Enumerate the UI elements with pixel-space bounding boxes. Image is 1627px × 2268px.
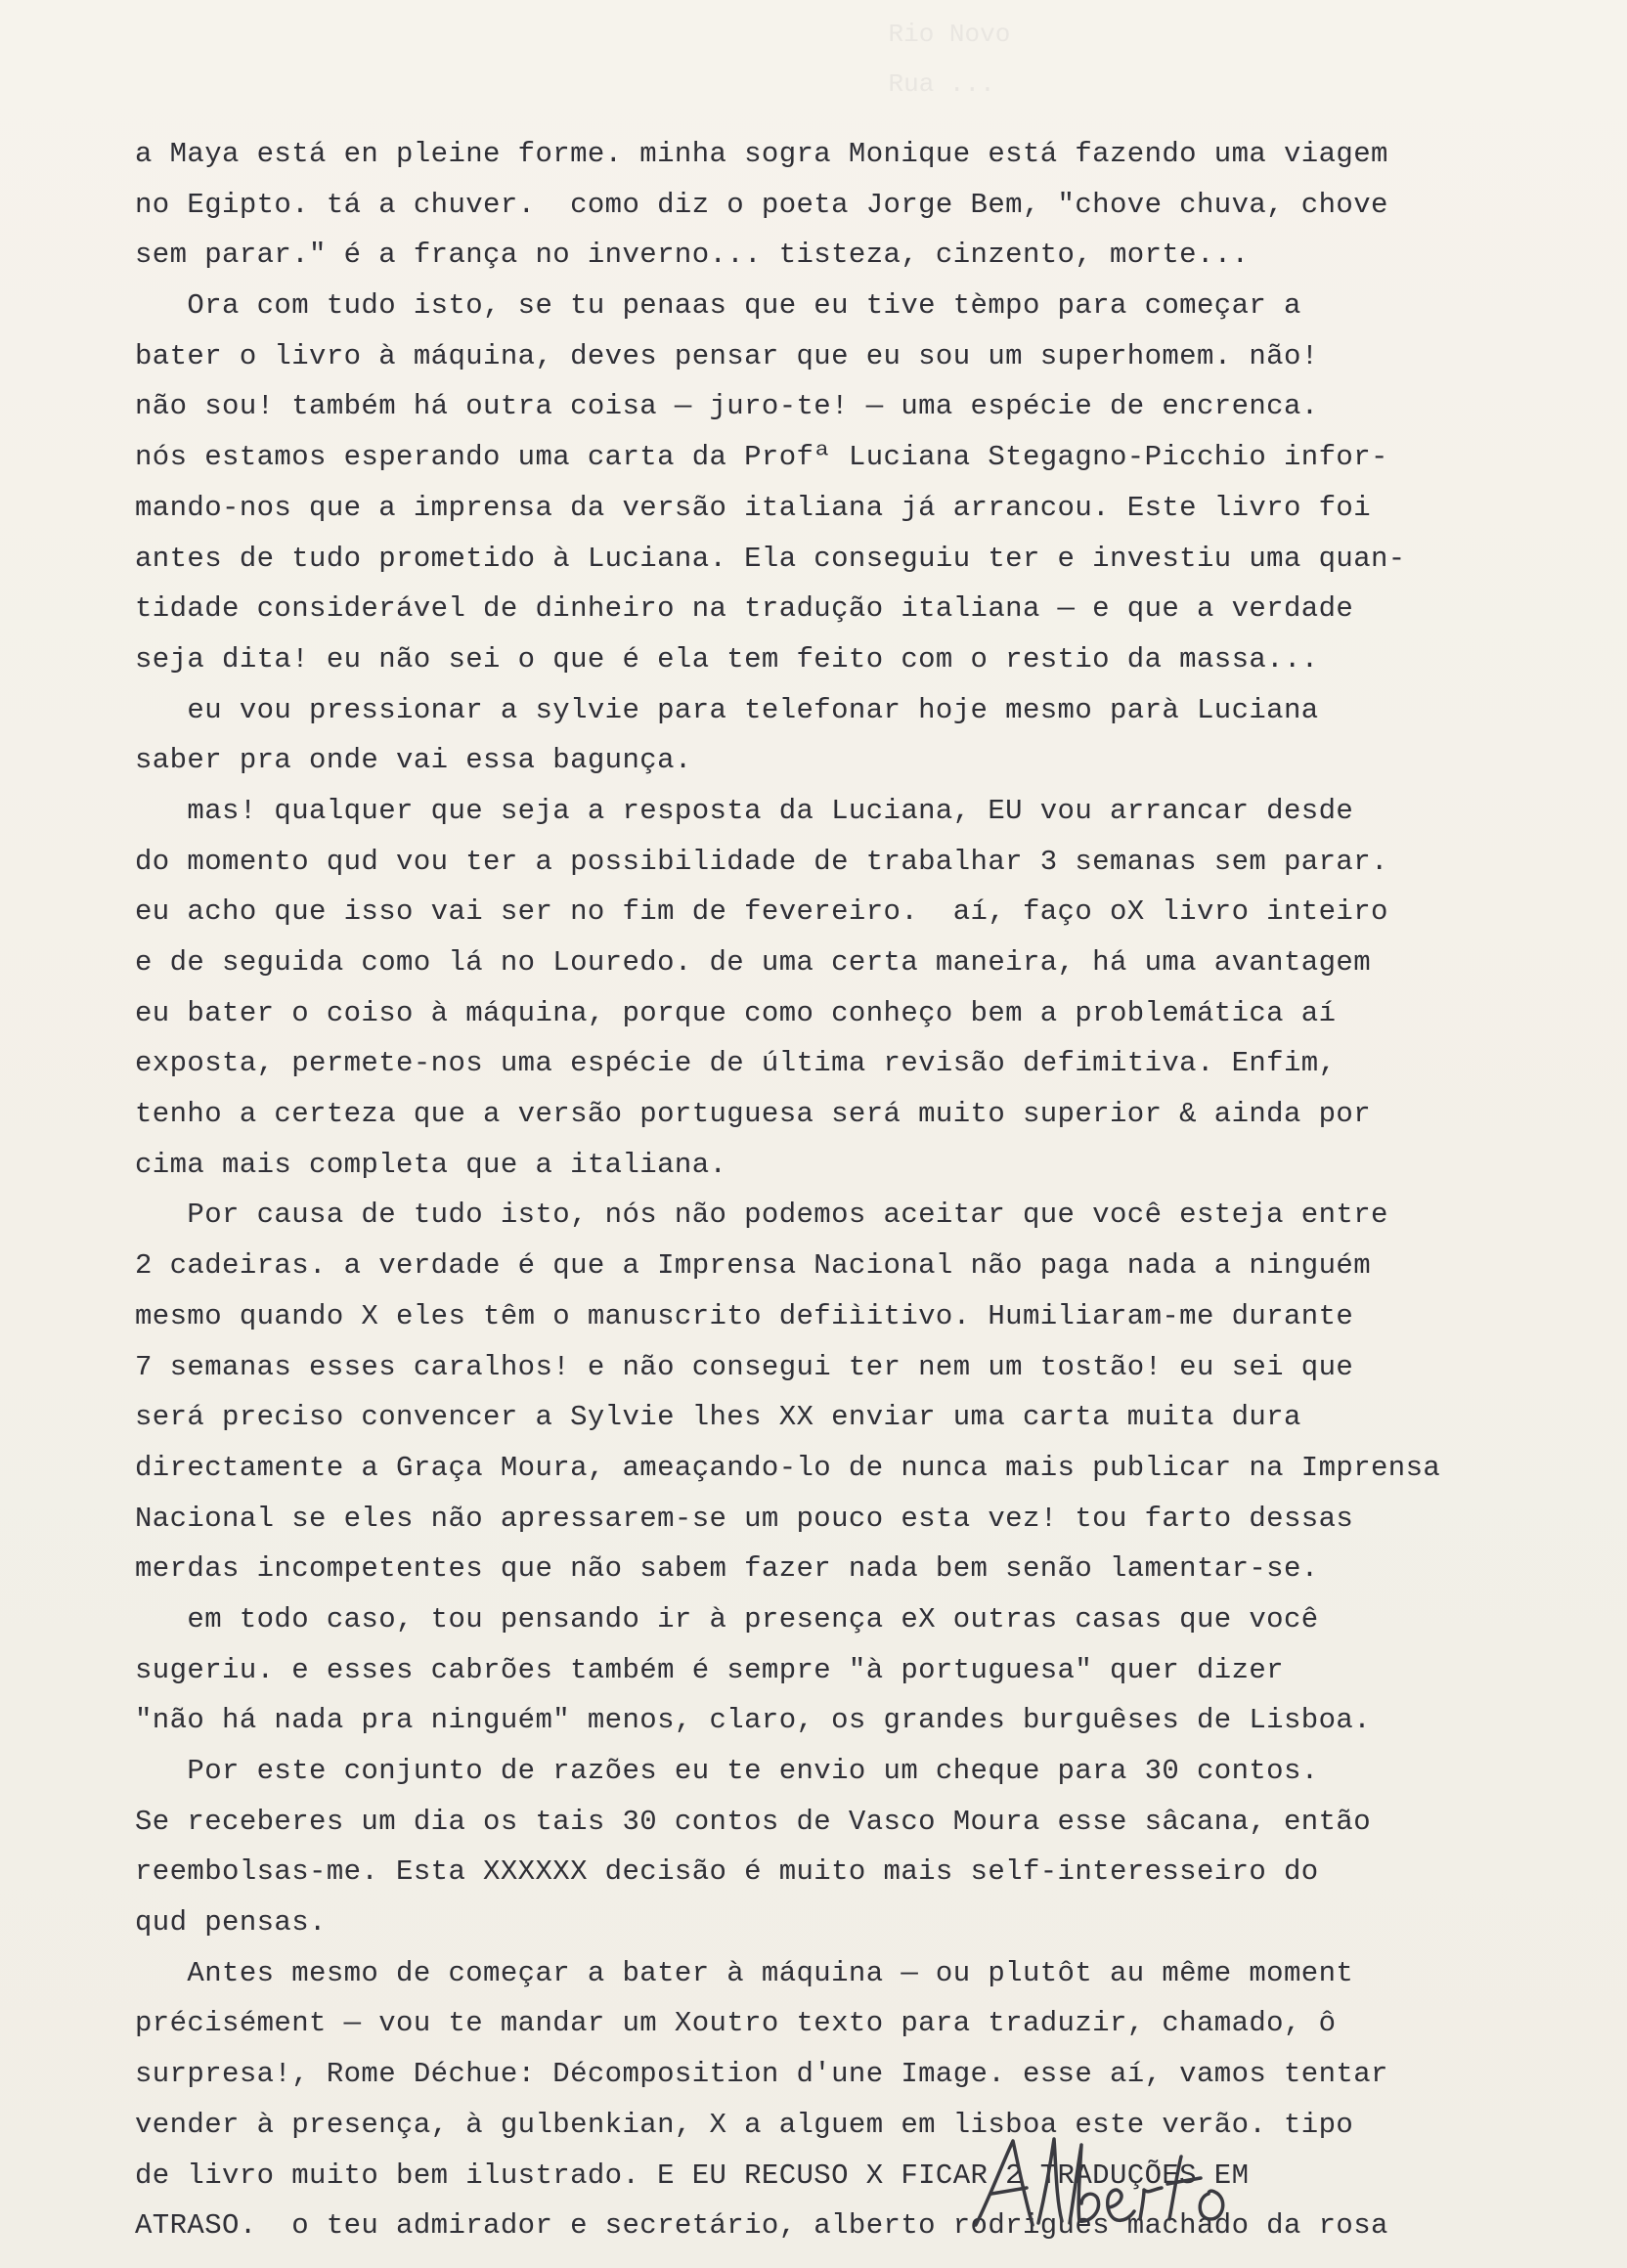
letter-line: merdas incompetentes que não sabem fazer nada bem senão lamentar-se. bbox=[135, 1552, 1319, 1586]
letter-line: directamente a Graça Moura, ameaçando-lo de nunca mais publicar na Imprensa bbox=[135, 1451, 1441, 1484]
letter-line: sugeriu. e esses cabrões também é sempre "à portuguesa" quer dizer bbox=[135, 1653, 1284, 1686]
letter-line: Por este conjunto de razões eu te envio um cheque para 30 contos. bbox=[135, 1755, 1319, 1787]
letter-line: será preciso convencer a Sylvie lhes XX enviar uma carta muita dura bbox=[135, 1401, 1301, 1434]
letter-body bbox=[135, 129, 1602, 2251]
letter-line: seja dita! eu não sei o que é ela tem feito com o restio da massa... bbox=[135, 642, 1319, 676]
letter-line: bater o livro à máquina, deves pensar que eu sou um superhomem. não! bbox=[135, 339, 1319, 372]
letter-line: Se receberes um dia os tais 30 contos de Vasco Moura esse sâcana, então bbox=[135, 1805, 1372, 1838]
letter-line: 2 cadeiras. a verdade é que a Imprensa Nacional não paga nada a ninguém bbox=[135, 1249, 1372, 1283]
letter-line: "não há nada pra ninguém" menos, claro, os grandes burguêses de Lisboa. bbox=[135, 1704, 1372, 1737]
letter-line: saber pra onde vai essa bagunça. bbox=[135, 744, 692, 777]
letter-line: mas! qualquer que seja a resposta da Luciana, EU vou arrancar desde bbox=[135, 794, 1354, 827]
letter-line: no Egipto. tá a chuver. como diz o poeta Jorge Bem, "chove chuva, chove bbox=[135, 188, 1388, 221]
letter-line: exposta, permete-nos uma espécie de última revisão defimitiva. Enfim, bbox=[135, 1047, 1337, 1080]
letter-line: do momento qud vou ter a possibilidade de trabalhar 3 semanas sem parar. bbox=[135, 845, 1388, 878]
letter-line: tenho a certeza que a versão portuguesa será muito superior & ainda por bbox=[135, 1098, 1372, 1131]
reverse-side-bleed-through: Rio Novo Rua ... bbox=[888, 20, 1011, 99]
letter-line: qud pensas. bbox=[135, 1906, 327, 1940]
letter-line: antes de tudo prometido à Luciana. Ela conseguiu ter e investiu uma quan- bbox=[135, 542, 1406, 575]
letter-line: ATRASO. o teu admirador e secretário, alberto rodrigues machado da rosa bbox=[135, 2209, 1388, 2243]
letter-line: a Maya está en pleine forme. minha sogra Monique está fazendo uma viagem bbox=[135, 138, 1388, 170]
letter-line: sem parar." é a frança no inverno... tisteza, cinzento, morte... bbox=[135, 239, 1250, 272]
letter-line: de livro muito bem ilustrado. E EU RECUSO X FICAR 2 TRADUÇÕES EM bbox=[135, 2159, 1250, 2192]
handwritten-signature bbox=[968, 2129, 1261, 2237]
letter-line: Nacional se eles não apressarem-se um pouco esta vez! tou farto dessas bbox=[135, 1502, 1354, 1535]
letter-line: eu bater o coiso à máquina, porque como conheço bem a problemática aí bbox=[135, 996, 1337, 1029]
letter-line: eu vou pressionar a sylvie para telefonar hoje mesmo parà Luciana bbox=[135, 693, 1319, 726]
letter-line: e de seguida como lá no Louredo. de uma certa maneira, há uma avantagem bbox=[135, 946, 1372, 979]
letter-line: précisément — vou te mandar um Xoutro texto para traduzir, chamado, ô bbox=[135, 2007, 1337, 2040]
letter-line: mando-nos que a imprensa da versão italiana já arrancou. Este livro foi bbox=[135, 491, 1372, 524]
letter-line: 7 semanas esses caralhos! e não consegui ter nem um tostão! eu sei que bbox=[135, 1350, 1354, 1383]
letter-line: Por causa de tudo isto, nós não podemos aceitar que você esteja entre bbox=[135, 1199, 1388, 1232]
letter-line: reembolsas-me. Esta XXXXXX decisão é muito mais self-interesseiro do bbox=[135, 1855, 1319, 1889]
letter-line: surpresa!, Rome Déchue: Décomposition d'une Image. esse aí, vamos tentar bbox=[135, 2058, 1388, 2091]
letter-line: em todo caso, tou pensando ir à presença eX outras casas que você bbox=[135, 1602, 1319, 1636]
letter-line: tidade considerável de dinheiro na tradução italiana — e que a verdade bbox=[135, 592, 1354, 626]
letter-line: mesmo quando X eles têm o manuscrito defiìitivo. Humiliaram-me durante bbox=[135, 1299, 1354, 1332]
letter-line: cima mais completa que a italiana. bbox=[135, 1148, 727, 1181]
letter-line: nós estamos esperando uma carta da Profª Luciana Stegagno-Picchio infor- bbox=[135, 441, 1388, 474]
letter-line: vender à presença, à gulbenkian, X a alguem em lisboa este verão. tipo bbox=[135, 2108, 1354, 2141]
letter-line: eu acho que isso vai ser no fim de fevereiro. aí, faço oX livro inteiro bbox=[135, 895, 1388, 929]
letter-line: Ora com tudo isto, se tu penaas que eu tive tèmpo para começar a bbox=[135, 289, 1301, 323]
letter-line: não sou! também há outra coisa — juro-te! — uma espécie de encrenca. bbox=[135, 390, 1319, 423]
letter-line: Antes mesmo de começar a bater à máquina — ou plutôt au même moment bbox=[135, 1956, 1354, 1989]
